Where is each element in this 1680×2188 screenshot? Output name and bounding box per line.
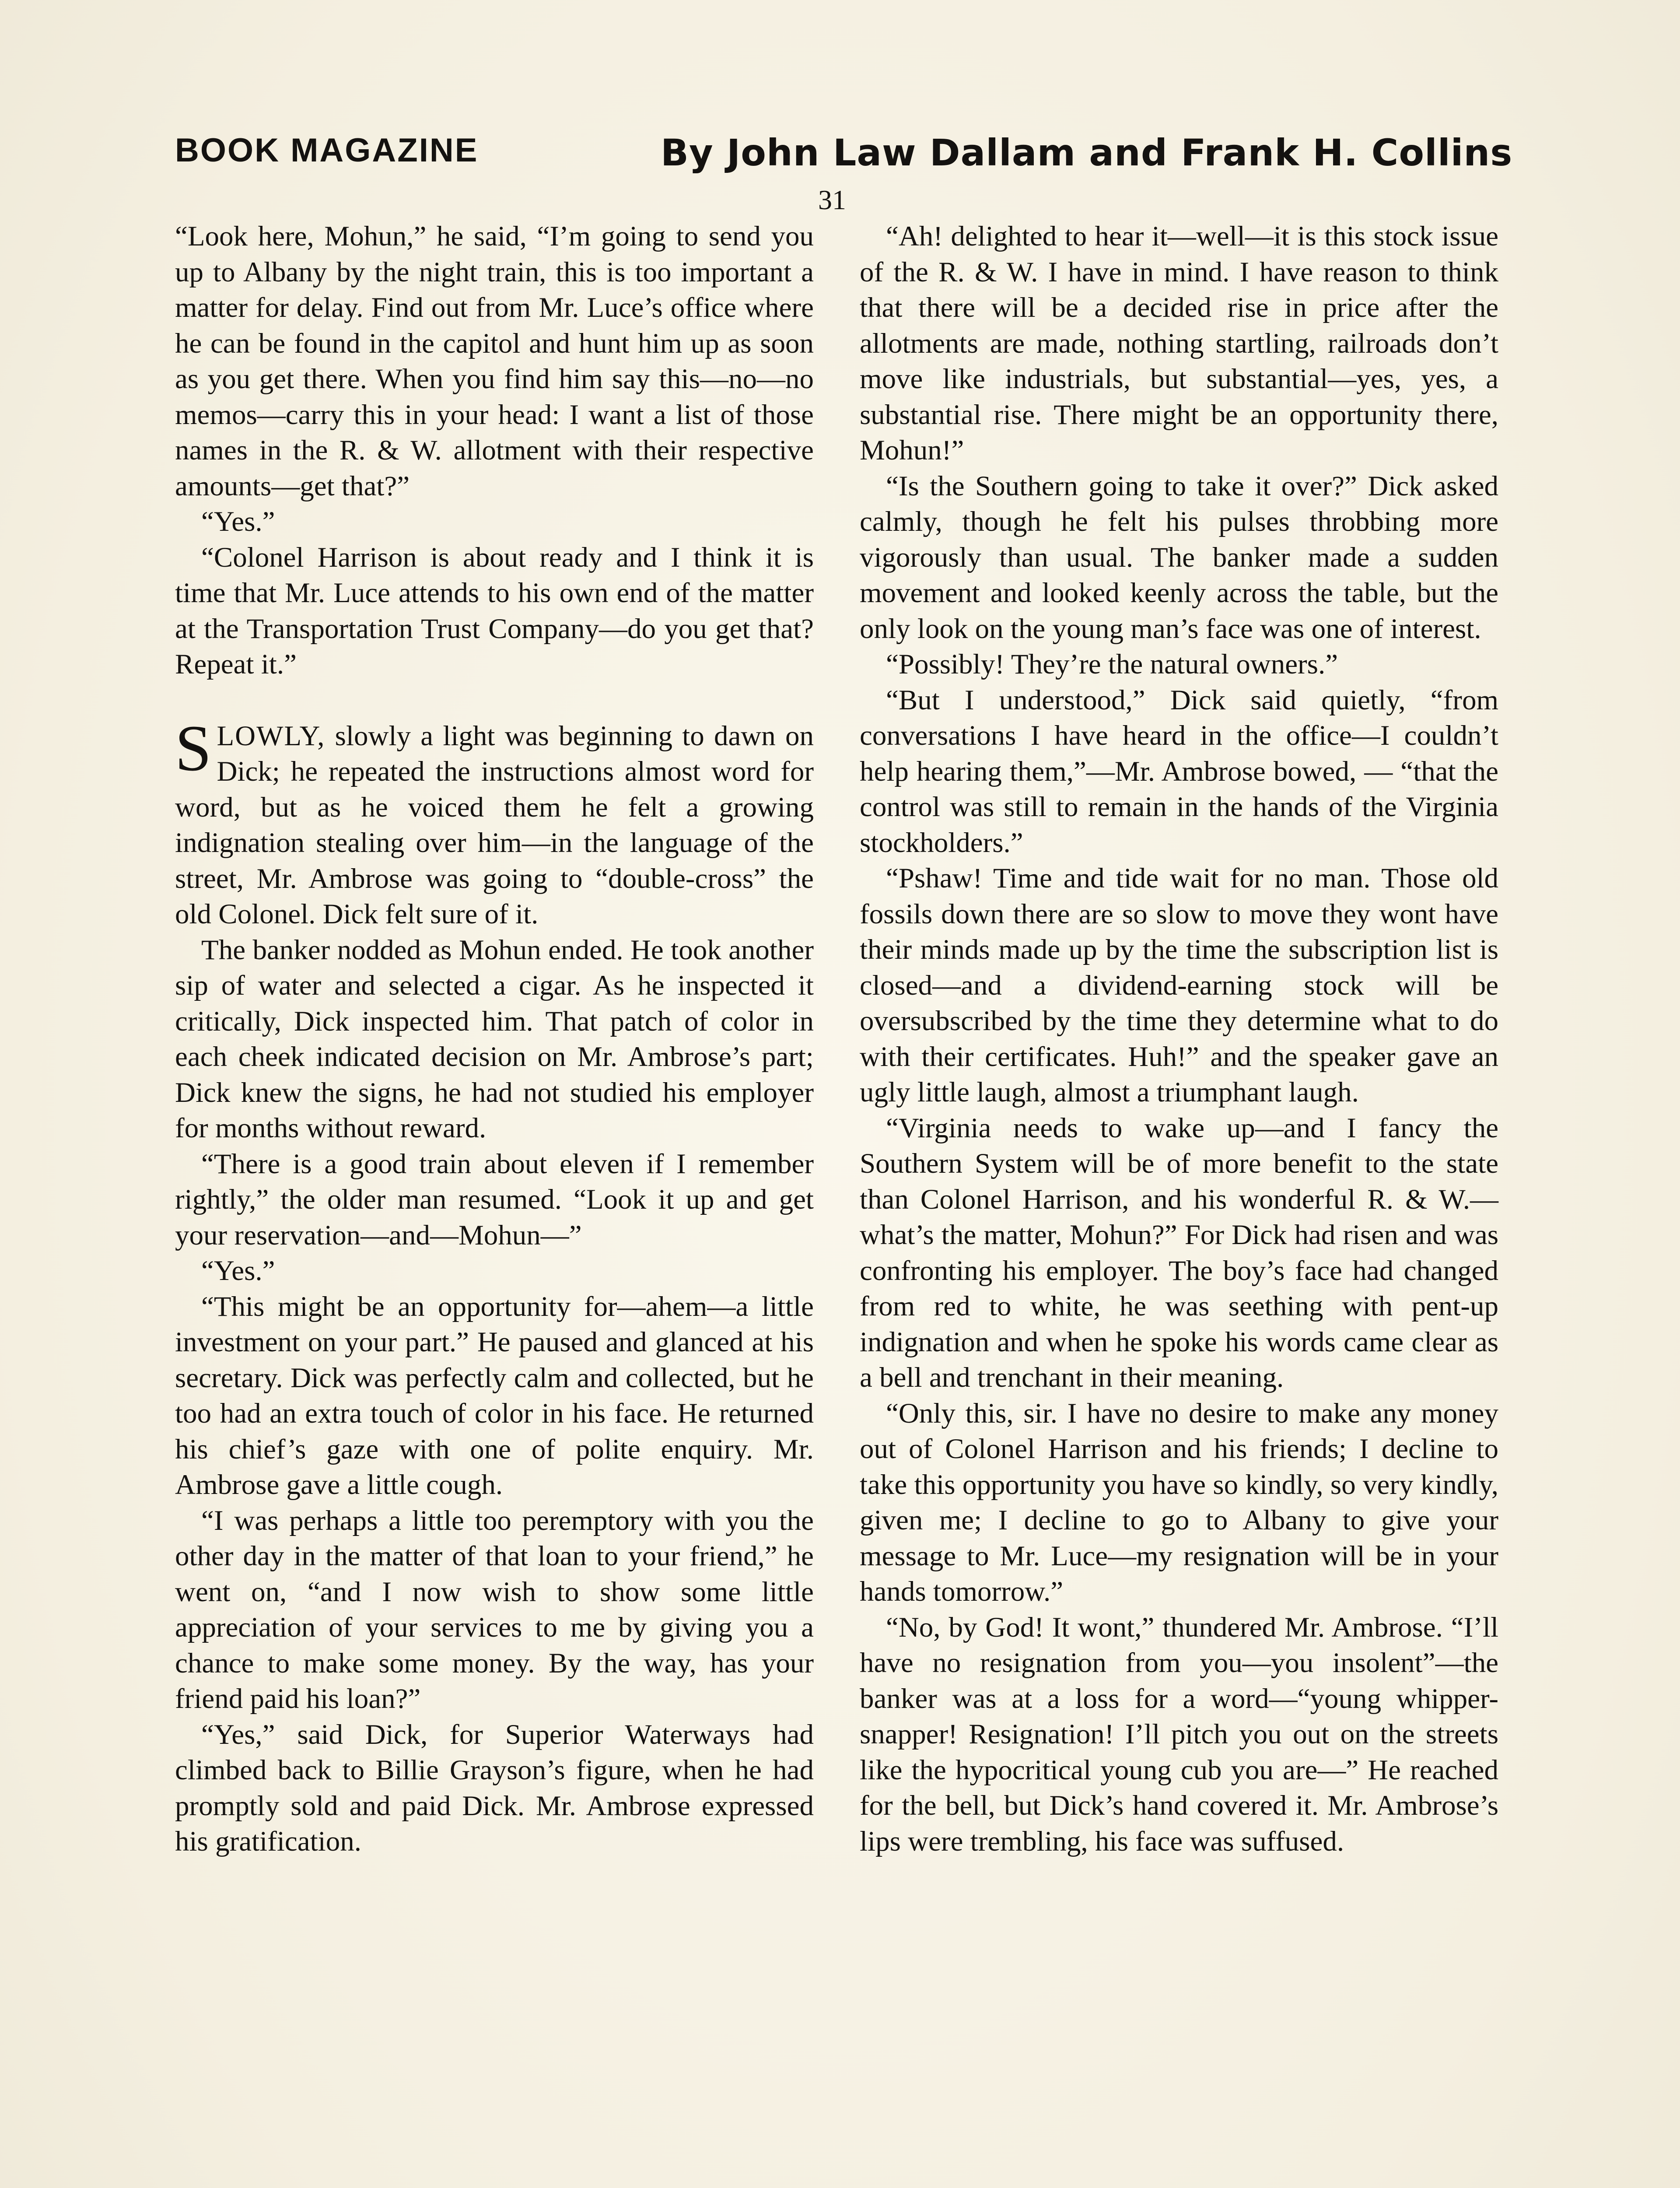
paragraph: “But I understood,” Dick said quietly, “from conversations I have heard in the office—I couldn’t help hearing them,”—Mr. Ambrose bowed, — “that the control was still to remain in the hands of the Virginia stockholders.” [860, 684, 1498, 859]
small-caps-lead: LOWLY, [217, 720, 326, 752]
paragraph: “Is the Southern going to take it over?” Dick asked calmly, though he felt his pulses throbbing more vigorously than usual. The banker made a sudden movement and looked keenly across the table, but the only look on the young man’s face was one of interest. [860, 470, 1498, 645]
paragraph: “Yes,” said Dick, for Superior Waterways had climbed back to Billie Grayson’s figure, when he had promptly sold and paid Dick. Mr. Ambrose expressed his gratification. [175, 1718, 814, 1857]
paragraph: “Yes.” [201, 506, 275, 537]
paragraph: “Pshaw! Time and tide wait for no man. Those old fossils down there are so slow to move they wont have their minds made up by the time the subscription list is closed—and a dividend-earning stock will be oversubscribed by the time they determine what to do with their certificates. Huh!” and the speaker gave an ugly little laugh, almost a triumphant laugh. [860, 863, 1498, 1108]
left-column [175, 219, 814, 1860]
paragraph: “Look here, Mohun,” he said, “I’m going to send you up to Albany by the night train, this is too important a matter for delay. Find out from Mr. Luce’s office where he can be found in the capitol and hunt him up as soon as you get there. When you find him say this—no—no memos—carry this in your head: I want a list of those names in the R. & W. allotment with their respective amounts—get that?” [175, 221, 814, 502]
right-column [860, 219, 1498, 1859]
paragraph: “I was perhaps a little too peremptory with you the other day in the matter of that loan to your friend,” he went on, “and I now wish to show some little appreciation of your services to me by giving you a chance to make some money. By the way, has your friend paid his loan?” [175, 1504, 814, 1715]
paragraph: “Only this, sir. I have no desire to make any money out of Colonel Harrison and his friends; I decline to take this opportunity you have so kindly, so very kindly, given me; I decline to go to Albany to give your message to Mr. Luce—my resignation will be in your hands tomorrow.” [860, 1397, 1498, 1607]
paragraph: “Possibly! They’re the natural owners.” [886, 649, 1338, 680]
byline: By John Law Dallam and Frank H. Collins [661, 131, 1513, 174]
paragraph: “Colonel Harrison is about ready and I think it is time that Mr. Luce attends to his own end of the matter at the Transportation Trust Company—do you get that? Repeat it.” [175, 541, 814, 680]
paragraph: “Ah! delighted to hear it—well—it is this stock issue of the R. & W. I have in mind. I have reason to think that there will be a decided rise in price after the allotments are made, nothing startling, railroads don’t move like industrials, but substantial—yes, yes, a substantial rise. There might be an opportunity there, Mohun!” [860, 221, 1498, 466]
paragraph: “Virginia needs to wake up—and I fancy the Southern System will be of more benefit to the state than Colonel Harrison, and his wonderful R. & W.—what’s the matter, Mohun?” For Dick had risen and was confronting his employer. The boy’s face had changed from red to white, he was seething with pent-up indignation and when he spoke his words came clear as a bell and trenchant in their meaning. [860, 1112, 1498, 1393]
paragraph: “Yes.” [201, 1255, 275, 1287]
paragraph-text: slowly a light was beginning to dawn on Dick; he repeated the instructions almost word for word, but as he voiced them he felt a growing indignation stealing over him—in the language of the street, Mr. Ambrose was going to “double-cross” the old Colonel. Dick felt sure of it. [175, 720, 814, 930]
magazine-title: BOOK MAGAZINE [175, 132, 479, 169]
paragraph: “This might be an opportunity for—ahem—a little investment on your part.” He paused and glanced at his secretary. Dick was perfectly calm and collected, but he too had an extra touch of color in his face. He returned his chief’s gaze with one of polite enquiry. Mr. Ambrose gave a little cough. [175, 1290, 814, 1501]
drop-cap: S [175, 712, 212, 785]
paragraph: “No, by God! It wont,” thundered Mr. Ambrose. “I’ll have no resignation from you—you insolent”—the banker was at a loss for a word—“young whipper-snapper! Resignation! I’ll pitch you out on the streets like the hypocritical young cub you are—” He reached for the bell, but Dick’s hand covered it. Mr. Ambrose’s lips were trembling, his face was suffused. [860, 1611, 1498, 1857]
paragraph: The banker nodded as Mohun ended. He took another sip of water and selected a cigar. As he inspected it critically, Dick inspected him. That patch of color in each cheek indicated decision on Mr. Ambrose’s part; Dick knew the signs, he had not studied his employer for months without reward. [175, 934, 814, 1144]
page-number: 31 [818, 184, 846, 215]
section-opening-paragraph [175, 712, 814, 933]
paragraph: “There is a good train about eleven if I remember rightly,” the older man resumed. “Look it up and get your reservation—and—Mohun—” [175, 1148, 814, 1251]
